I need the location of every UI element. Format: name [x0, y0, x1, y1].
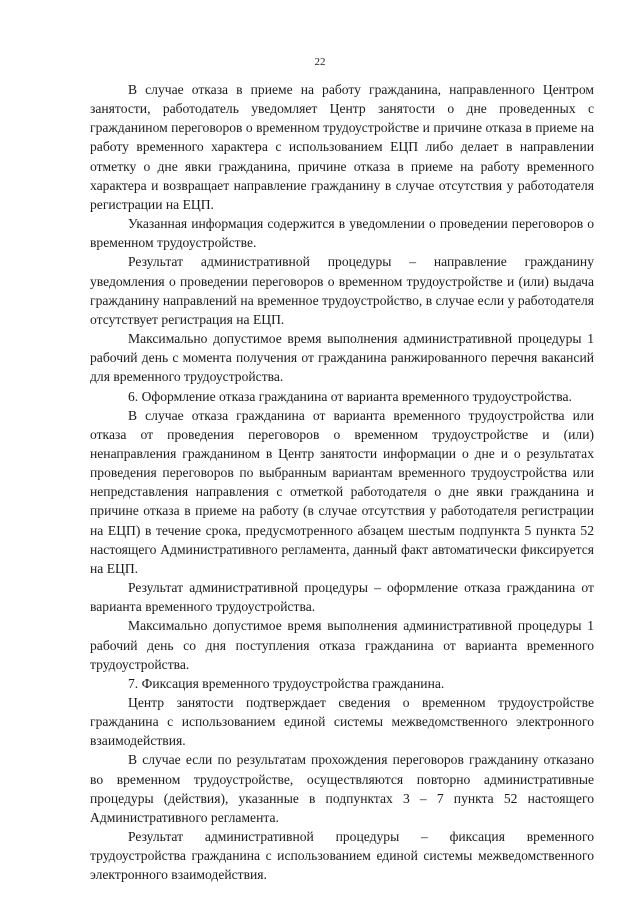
document-body — [90, 80, 594, 885]
paragraph-confirmation: Центр занятости подтверждает сведения о временном трудоустройстве гражданина с использованием единой системы межведомственного электронного взаимодействия. — [90, 695, 594, 749]
paragraph-max-time: Максимально допустимое время выполнения административной процедуры 1 рабочий день с момента получения от гражданина ранжированного перечня вакансий для временного трудоустройства. — [90, 331, 594, 385]
paragraph-item-6-heading: 6. Оформление отказа гражданина от варианта временного трудоустройства. — [128, 388, 572, 404]
paragraph-refusal-recording: В случае отказа гражданина от варианта временного трудоустройства или отказа от проведения переговоров о временном трудоустройстве и (или) ненаправления гражданином в Центр занятости информации о дне и о результатах проведения переговоров по выбранным вариантам временного трудоустройства или непредставления направления с отметкой работодателя о дне явки гражданина и причине отказа в приеме на работу (в случае отсутствия у работодателя регистрации на ЕЦП) в течение срока, предусмотренного абзацем шестым подпункта 5 пункта 52 настоящего Административного регламента, данный факт автоматически фиксируется на ЕЦП. — [90, 407, 594, 576]
paragraph-refusal-max-time: Максимально допустимое время выполнения административной процедуры 1 рабочий день со дня поступления отказа гражданина от варианта временного трудоустройства. — [90, 618, 594, 672]
paragraph-item-7-heading: 7. Фиксация временного трудоустройства гражданина. — [128, 675, 445, 691]
page-number: 22 — [314, 56, 326, 68]
paragraph-refusal-notification: В случае отказа в приеме на работу гражданина, направленного Центром занятости, работодатель уведомляет Центр занятости о дне проведенных с гражданином переговоров о временном трудоустройстве и причине отказа в приеме на работу временного характера с использованием ЕЦП либо делает в направлении отметку о дне явки гражданина, причине отказа в приеме на работу временного характера и возвращает направление гражданину в случае отсутствия у работодателя регистрации на ЕЦП. — [90, 82, 594, 212]
paragraph-refusal-result: Результат административной процедуры – оформление отказа гражданина от варианта временного трудоустройства. — [90, 580, 594, 615]
paragraph-procedure-result: Результат административной процедуры – направление гражданину уведомления о проведении переговоров о временном трудоустройстве и (или) выдача гражданину направлений на временное трудоустройство, в случае если у работодателя отсутствует регистрация на ЕЦП. — [90, 254, 594, 327]
paragraph-fixation-result: Результат административной процедуры – фиксация временного трудоустройства гражданина с использованием единой системы межведомственного электронного взаимодействия. — [90, 829, 594, 883]
paragraph-notification-info: Указанная информация содержится в уведомлении о проведении переговоров о временном трудоустройстве. — [90, 216, 594, 251]
paragraph-repeat-procedures: В случае если по результатам прохождения переговоров гражданину отказано во временном трудоустройстве, осуществляются повторно административные процедуры (действия), указанные в подпунктах 3 – 7 пункта 52 настоящего Административного регламента. — [90, 752, 594, 825]
